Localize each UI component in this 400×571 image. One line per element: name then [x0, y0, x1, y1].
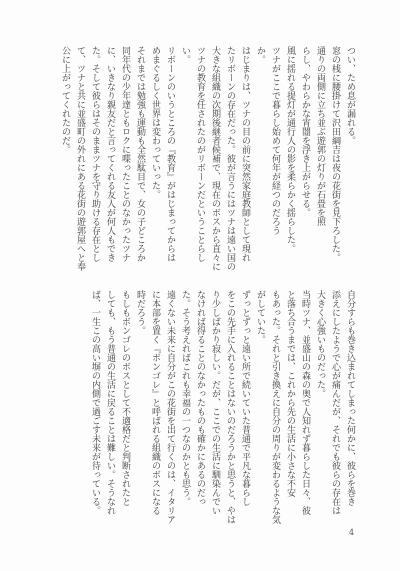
- text-line: に、いきなり親友だと言ってくれる友人が何人もでき: [105, 46, 115, 262]
- text-line: に本部を置く『ボンゴレ』と呼ばれる組織のボスになる: [150, 290, 160, 515]
- text-line: 遠くない未来に自分がこの花街を出て行くのは、イタリア: [165, 290, 175, 524]
- text-line: をこの先手に入れることはないのだろうかと思うと、やは: [225, 290, 235, 524]
- text-line: た。そう考えればこれも幸福の一つなのかとも思う。: [180, 290, 190, 506]
- text-line: 自分すらも巻き込まれてしまった何かに、彼らを巻き: [345, 290, 355, 506]
- text-line: た。そして彼らはそのままツナを守り助ける存在とし: [90, 46, 100, 262]
- text-line: リボーンのいうところの『教育』がはじまってからは: [165, 46, 175, 262]
- text-line: 添えにしたようで心が痛んだが、それでも彼らの存在は: [330, 290, 340, 515]
- text-line: つい、ため息が漏れる。: [345, 46, 355, 145]
- text-line: い。: [180, 46, 190, 64]
- text-line: 大きな組織の次期後継者候補で、現在のボスから直々に: [210, 46, 220, 271]
- page-number: 4: [349, 528, 355, 537]
- text-line: それまでは勉強も運動も全然駄目で、女の子どころか: [135, 46, 145, 262]
- text-line: たリボーンの存在だった。彼が言うにはツナは遠い国の: [225, 46, 235, 271]
- text-line: ずっとずっと遠い所で続いていた普通で平凡な暮らし: [240, 290, 250, 506]
- text-line: ば、一生この高い塀の内側で過ごす未来が待っている。: [90, 290, 100, 515]
- text-line: 風に揺れる提灯が通行人の影を柔らかく揺らした。: [285, 46, 295, 253]
- text-line: しても、もう普通の生活に戻ることは難しい。そうなれ: [105, 290, 115, 515]
- text-line: 時だろう。: [135, 290, 145, 335]
- text-line: なければ得ることのなかったものも確かにあるのだっ: [195, 290, 205, 506]
- text-line: 大きく心強いものだった。: [315, 290, 325, 398]
- text-line: 通りの両側に立ち並ぶ遊郭の灯りが石畳を照: [315, 46, 325, 226]
- text-line: 窓の桟に腰掛けて沢田綱吉は夜の花街を見下ろした。: [330, 46, 340, 262]
- text-line: もあった。それと引き換えに自分の周りが変わるような気: [270, 290, 280, 524]
- lower-text-tier: [87, 290, 357, 526]
- text-line: と落ち合うまでは、これから先の生活に小さな不安: [285, 290, 295, 497]
- text-line: がしていた。: [255, 290, 265, 344]
- text-line: 当時ツナ、並盛山の森の奥で人知れず暮らした日々、彼: [300, 290, 310, 515]
- text-line: か。: [255, 46, 265, 64]
- text-line: もしもボンゴレのボスとして不適格だと判断されたと: [120, 290, 130, 506]
- text-line: らし、やわらかな宵闇を浮き上がらせる。: [300, 46, 310, 217]
- upper-text-tier: [57, 46, 357, 282]
- text-line: 同年代の少年達ともロクに喋ったことのなかったツナ: [120, 46, 130, 262]
- text-line: て、ツナと共に並盛町の外れにある花街の遊郭屋へと奉: [75, 46, 85, 271]
- text-line: はじまりは、ツナの目の前に突然家庭教師として現れ: [240, 46, 250, 262]
- text-line: ツナの教育を任されたのがリボーンだということらし: [195, 46, 205, 262]
- text-line: めまぐるしく世界は変わっていった。: [150, 46, 160, 199]
- text-line: ツナがここで暮らし始めて何年が経つのだろう: [270, 46, 280, 235]
- text-line: 公に上がってくれたのだ。: [60, 46, 70, 154]
- text-line: り少しばかり寂しい。だが、ここでの生活に馴染んでい: [210, 290, 220, 515]
